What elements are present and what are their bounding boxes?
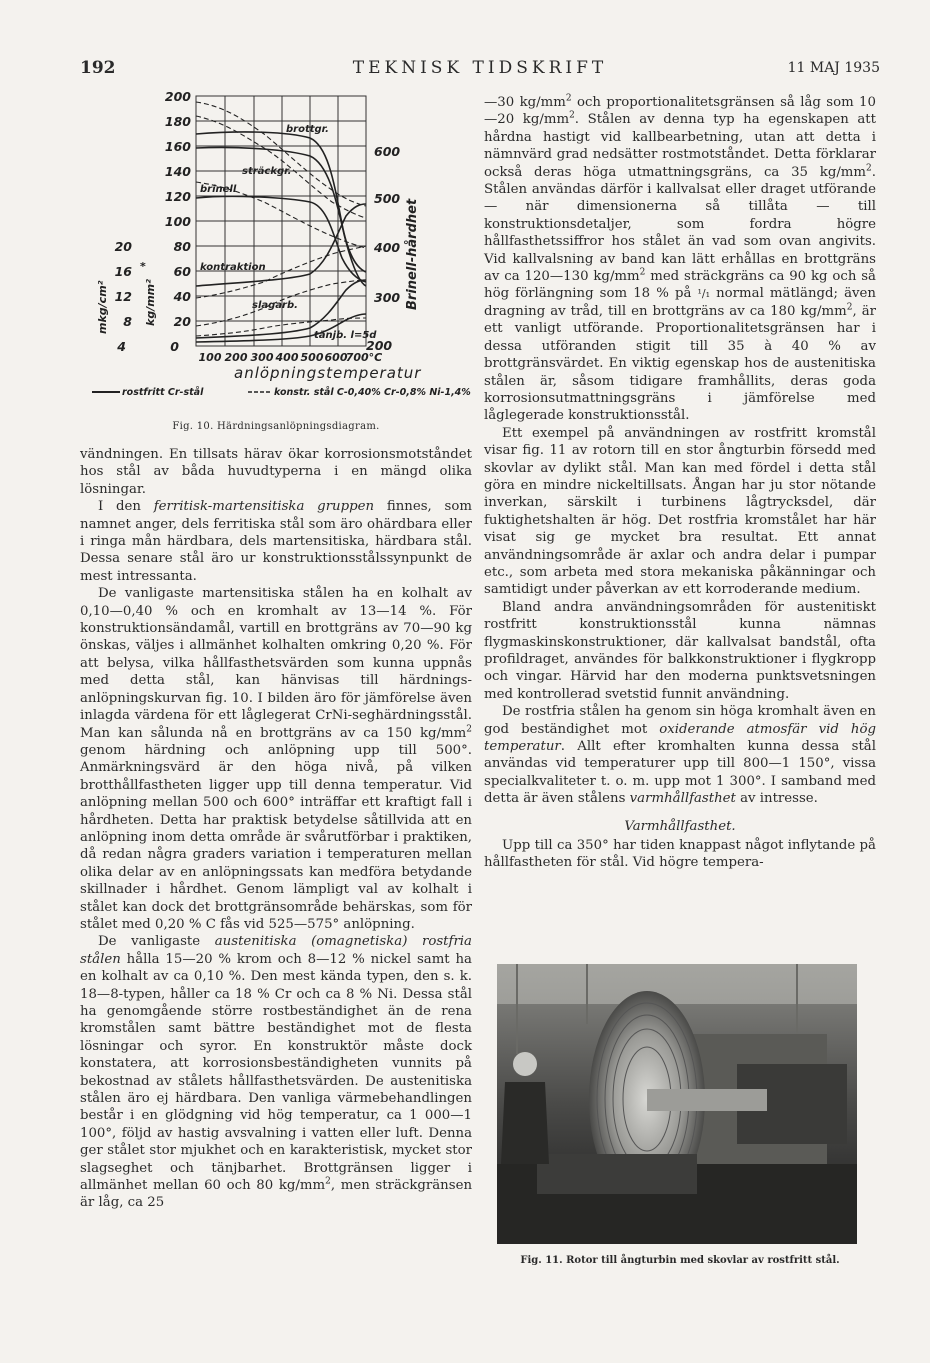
right-column <box>484 94 876 872</box>
kgmm-tick: 80 <box>173 239 191 254</box>
x-tick: 300 <box>250 351 274 364</box>
x-tick: 100 <box>198 351 222 364</box>
y-axis-label-brinell: Brinell-hårdhet <box>405 198 420 310</box>
hardening-tempering-diagram <box>84 86 474 408</box>
brinell-tick: 600 <box>374 144 401 159</box>
y-axis-label-kgmm: kg/mm² <box>144 279 157 326</box>
x-axis-label: anlöpningstemperatur <box>234 364 422 382</box>
curve-label-brottgr: brottgr. <box>286 124 329 135</box>
kgmm-tick: 40 <box>173 289 191 304</box>
page-number: 192 <box>80 58 116 78</box>
paragraph: vändningen. En tillsats härav ökar korrosionsmotståndet hos stål av båda huvudtyperna i en mängd olika lösningar. <box>80 447 472 497</box>
kgmm-tick: 0 <box>170 339 179 354</box>
journal-title: TEKNISK TIDSKRIFT <box>352 58 608 78</box>
axis-marker: * <box>140 260 146 273</box>
figure-11-caption: Fig. 11. Rotor till ångturbin med skovlar av rostfritt stål. <box>520 1255 840 1266</box>
legend-solid-label: rostfritt Cr-stål <box>122 387 204 398</box>
paragraph: De vanligaste austenitiska (omagnetiska) rostfria stålen hålla 15—20 % krom och 8—12 % nickel samt ha en kolhalt av ca 0,10 %. Den mest kända typen, den s. k. 18—8-typen, håller ca 18 % Cr och ca 8 % Ni. Dessa stål ha genomgående större rostbeständighet än de rena kromstålen samt bättre beständighet mot de flesta lösningar och syror. En konstruktör måste dock konstatera, att korrosionsbeständigheten vunnits på bekostnad av stålets hållfasthetsvärden. De austenitiska stålen äro ej härdbara. Den vanliga värmebehandlingen består i en glödgning vid hög temperatur, ca 1 000—1 100°, följd av hastig avsvalning i vatten eller luft. Denna ger stålet stor mjukhet och en karakteristisk, mycket stor slagseghet och tänjbarhet. Brottgränsen ligger i allmänhet mellan 60 och 80 $kg/mm^2$, men sträckgränsen är låg, ca 25 <box>80 934 473 1211</box>
brinell-tick: 300 <box>374 290 401 305</box>
paragraph: Upp till ca 350° har tiden knappast något inflytande på hållfastheten för stål. Vid högre tempera- <box>484 838 876 871</box>
curve-label-slagarb: slagarb. <box>252 300 298 311</box>
brinell-tick: 200 <box>366 338 393 353</box>
kgmm-tick: 20 <box>173 314 191 329</box>
kgmm-tick: 180 <box>164 114 191 129</box>
paragraph: —30 $kg/mm^2$ och proportionalitetsgränsen så låg som 10—20 $kg/mm^2$. Stålen av denna typ ha egenskapen att hårdna hastigt vid kallbearbetning, utan att detta i nämnvärd grad nedsätter rostmotståndet. Detta förklarar också deras höga utmattningsgräns, ca 35 $kg/mm^2$. Stålen användas därför i kallvalsat eller draget utförande — när dimensionerna så tillåta — till konstruktionsdetaljer, som fordra högre hållfasthetssiffror hos stålet än vad som ovan angivits. Vid kallvalsning av band kan lätt erhållas en brottgräns av ca 120—130 $kg/mm^2$ med sträckgräns ca 90 kg och så hög förlängning som 18 % på ¹/₁ normal mätlängd; även dragning av tråd, till en brottgräns av ca 180 $kg/mm^2$, är ett vanligt utförande. Proportionalitetsgränsen har i dessa utföranden stigit till 35 à 40 % av brottgränsvärdet. En viktig egenskap hos de austenitiska stålen är, såsom tidigare framhållits, deras goda korrosionsutmattningsgräns i jämförelse med låglegerade konstruktionsstål. <box>484 93 876 424</box>
brinell-tick: 400 <box>374 240 401 255</box>
kgmm-tick: 60 <box>173 264 191 279</box>
brinell-tick: 500 <box>374 191 401 206</box>
legend-dashed-label: konstr. stål C-0,40% Cr-0,8% Ni-1,4% <box>274 387 471 398</box>
page-header <box>80 58 880 84</box>
figure-10-caption: Fig. 10. Härdningsanlöpningsdiagram. <box>172 421 380 432</box>
mkg-tick: 20 <box>114 239 132 254</box>
kgmm-tick: 120 <box>164 189 191 204</box>
x-tick: 200 <box>224 351 248 364</box>
figure-10-diagram <box>84 86 474 408</box>
x-tick: 700°C <box>345 351 383 364</box>
kgmm-tick: 200 <box>164 89 191 104</box>
curve-brottgr-solid <box>196 132 366 272</box>
kgmm-tick: 100 <box>164 214 191 229</box>
figure-11-photo <box>497 964 857 1244</box>
x-tick: 400 <box>275 351 299 364</box>
curve-label-tanjb: tänjb. l=5d <box>314 330 377 341</box>
section-heading: Varmhållfasthet. <box>624 818 736 834</box>
kgmm-tick: 140 <box>164 164 191 179</box>
x-tick: 600 <box>324 351 348 364</box>
mkg-tick: 8 <box>123 314 132 329</box>
paragraph: De vanligaste martensitiska stålen ha en kolhalt av 0,10—0,40 % och en kromhalt av 13—14 %. För konstruktionsändamål, vartill en brottgräns av 70—90 kg önskas, väljes i allmänhet kolhalten omkring 0,20 %. För att belysa, vilka hållfasthetsvärden som kunna uppnås med detta stål, kan hänvisas till härdnings-anlöpningskurvan fig. 10. I bilden äro för jämförelse även inlagda värdena för ett låglegerat CrNi-seghärdningsstål. Man kan sålunda nå en brottgräns av ca 150 $kg/mm^2$ genom härdning och anlöpning upp till 500°. Anmärkningsvärd är den höga nivå, på vilken brotthållfastheten ligger upp till denna temperatur. Vid anlöpning mellan 500 och 600° inträffar ett kraftigt fall i hårdheten. Detta har praktisk betydelse såtillvida att en anlöpning inom detta område är svårutförbar i praktiken, då redan några graders variation i temperaturen mellan olika delar av en anlöpningssats kan medföra betydande skillnader i hårdhet. Genom lämpligt val av kolhalt i stålet kan dock det brottgränsområde behärskas, som för stålet med 0,20 % C fås vid 525—575° anlöpning. <box>80 586 472 932</box>
curve-label-brinell: brinell <box>200 184 237 195</box>
x-tick: 500 <box>300 351 324 364</box>
curve-label-strackgr: sträckgr. <box>242 166 292 177</box>
mkg-tick: 16 <box>114 264 132 279</box>
issue-date: 11 MAJ 1935 <box>787 60 880 76</box>
turbine-rotor-photo <box>497 964 857 1244</box>
kgmm-tick: 160 <box>164 139 191 154</box>
paragraph: Ett exempel på användningen av rostfritt kromstål visar fig. 11 av rotorn till en stor ångturbin försedd med skovlar av dylikt stål. Man kan med fördel i detta stål göra en mindre nickeltillsats. Ångan har ju stor nötande inverkan, särskilt i turbinens lågtrycksdel, där fuktighetshalten är hög. Det rostfria kromstålet har här visat sig ge mycket bra resultat. Ett annat användningsområde är axlar och andra delar i pumpar etc., som arbeta med stora mekaniska påkänningar och samtidigt under påverkan av ett korroderande medium. <box>484 425 876 598</box>
curve-label-kontraktion: kontraktion <box>200 262 266 273</box>
left-column <box>80 446 472 1212</box>
paragraph: I den ferritisk-martensitiska gruppen finnes, som namnet anger, dels ferritiska stål som äro ohärdbara eller i ringa mån härdbara, dels martensitiska, härdbara stål. Dessa senare stål äro ur konstruktionsstålssynpunkt de mest intressanta. <box>80 499 472 584</box>
mkg-tick: 4 <box>117 339 126 354</box>
y-axis-label-mkg: mkg/cm² <box>96 280 109 334</box>
paragraph: Bland andra användningsområden för austenitiskt rostfritt konstruktionsstål kunna nämnas flygmaskinskonstruktioner, där kallvalsat bandstål, ofta profildraget, användes för balkkonstruktioner i flygkropp och vingar. Härvid har den moderna punktsvetsningen med kontrollerad svetstid funnit användning. <box>484 599 876 702</box>
mkg-tick: 12 <box>114 289 132 304</box>
paragraph: De rostfria stålen ha genom sin höga kromhalt även en god beständighet mot oxiderande atmosfär vid hög temperatur. Allt efter kromhalten kunna dessa stål användas vid temperaturer upp till 800—1 150°, vissa specialkvaliteter t. o. m. upp mot 1 300°. I samband med detta är även stålens varmhållfasthet av intresse. <box>484 704 876 807</box>
